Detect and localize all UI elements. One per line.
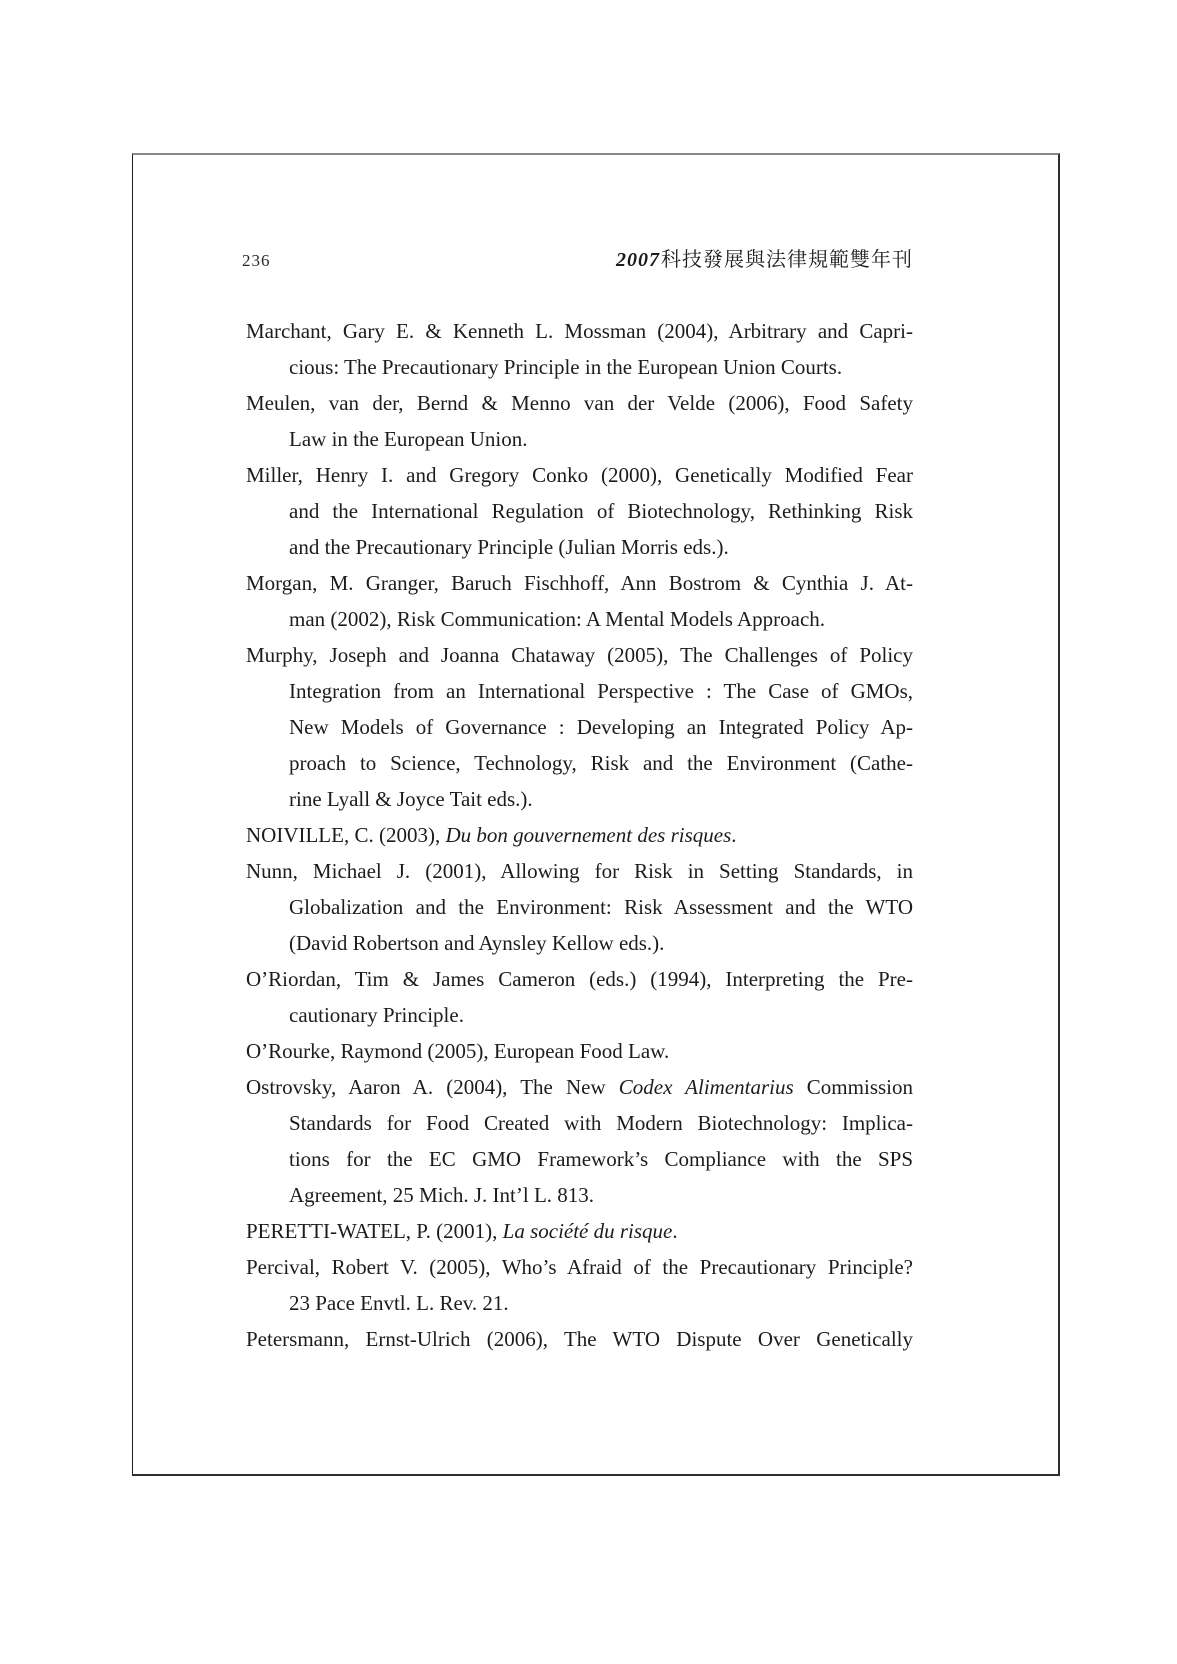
text-segment: (David Robertson and Aynsley Kellow eds.). — [289, 931, 665, 955]
text-segment: Commission — [793, 1075, 913, 1099]
text-segment: proach to Science, Technology, Risk and the Environment (Cathe- — [289, 751, 913, 775]
reference-line — [246, 1249, 913, 1285]
text-segment: man (2002), Risk Communication: A Mental Models Approach. — [289, 607, 826, 631]
reference-line — [246, 457, 913, 493]
reference-list — [246, 313, 913, 1357]
reference-line — [289, 997, 913, 1033]
reference-entry — [246, 1069, 913, 1213]
reference-line — [289, 1177, 913, 1213]
reference-line — [289, 1105, 913, 1141]
reference-entry — [246, 1033, 913, 1069]
reference-line — [246, 313, 913, 349]
journal-year: 2007 — [616, 249, 660, 271]
text-segment: NOIVILLE, C. (2003), — [246, 823, 446, 847]
reference-line — [246, 817, 913, 853]
text-segment: cious: The Precautionary Principle in the European Union Courts. — [289, 355, 843, 379]
text-segment: and the International Regulation of Biotechnology, Rethinking Risk — [289, 499, 913, 523]
reference-line — [289, 349, 913, 385]
reference-line — [289, 493, 913, 529]
italic-title-segment: Codex Alimentarius — [618, 1075, 794, 1099]
reference-line — [289, 709, 913, 745]
text-segment: 23 Pace Envtl. L. Rev. 21. — [289, 1291, 509, 1315]
reference-line — [289, 889, 913, 925]
text-segment: Marchant, Gary E. & Kenneth L. Mossman (2004), Arbitrary and Capri- — [246, 319, 913, 343]
reference-line — [289, 673, 913, 709]
reference-line — [246, 385, 913, 421]
reference-line — [289, 781, 913, 817]
text-segment: Petersmann, Ernst-Ulrich (2006), The WTO Dispute Over Genetically — [246, 1327, 913, 1351]
reference-line — [289, 1285, 913, 1321]
reference-line — [246, 1033, 913, 1069]
reference-entry — [246, 853, 913, 961]
reference-line — [246, 1321, 913, 1357]
text-segment: New Models of Governance : Developing an Integrated Policy Ap- — [289, 715, 913, 739]
reference-line — [246, 637, 913, 673]
reference-entry — [246, 385, 913, 457]
reference-entry — [246, 1321, 913, 1357]
page-number: 236 — [242, 251, 271, 270]
text-segment: Law in the European Union. — [289, 427, 528, 451]
reference-entry — [246, 1249, 913, 1321]
text-segment: Globalization and the Environment: Risk Assessment and the WTO — [289, 895, 913, 919]
text-segment: Meulen, van der, Bernd & Menno van der Velde (2006), Food Safety — [246, 391, 913, 415]
text-segment: Percival, Robert V. (2005), Who’s Afraid of the Precautionary Principle? — [246, 1255, 913, 1279]
reference-line — [289, 925, 913, 961]
text-segment: O’Riordan, Tim & James Cameron (eds.) (1994), Interpreting the Pre- — [246, 967, 913, 991]
text-segment: . — [731, 823, 737, 847]
text-segment: Ostrovsky, Aaron A. (2004), The New — [246, 1075, 619, 1099]
text-segment: Miller, Henry I. and Gregory Conko (2000), Genetically Modified Fear — [246, 463, 913, 487]
text-segment: Nunn, Michael J. (2001), Allowing for Risk in Setting Standards, in — [246, 859, 913, 883]
reference-line — [289, 1141, 913, 1177]
text-segment: Standards for Food Created with Modern Biotechnology: Implica- — [289, 1111, 913, 1135]
text-segment: rine Lyall & Joyce Tait eds.). — [289, 787, 533, 811]
journal-title-text: 科技發展與法律規範雙年刊 — [661, 249, 913, 271]
reference-entry — [246, 637, 913, 817]
text-segment: tions for the EC GMO Framework’s Compliance with the SPS — [289, 1147, 913, 1171]
page-border-frame — [132, 153, 1060, 1476]
reference-line — [289, 601, 913, 637]
reference-line — [246, 565, 913, 601]
reference-line — [289, 421, 913, 457]
reference-line — [246, 961, 913, 997]
text-segment: PERETTI-WATEL, P. (2001), — [246, 1219, 503, 1243]
text-segment: O’Rourke, Raymond (2005), European Food Law. — [246, 1039, 670, 1063]
page-header — [242, 243, 913, 272]
reference-entry — [246, 457, 913, 565]
text-segment: Agreement, 25 Mich. J. Int’l L. 813. — [289, 1183, 595, 1207]
text-segment: Morgan, M. Granger, Baruch Fischhoff, Ann Bostrom & Cynthia J. At- — [246, 571, 913, 595]
journal-title — [616, 243, 913, 272]
text-segment: and the Precautionary Principle (Julian Morris eds.). — [289, 535, 729, 559]
italic-title-segment: La société du risque — [502, 1219, 673, 1243]
text-segment: . — [672, 1219, 678, 1243]
reference-line — [246, 1213, 913, 1249]
reference-entry — [246, 565, 913, 637]
reference-entry — [246, 817, 913, 853]
reference-entry — [246, 1213, 913, 1249]
reference-line — [246, 1069, 913, 1105]
text-segment: Murphy, Joseph and Joanna Chataway (2005), The Challenges of Policy — [246, 643, 913, 667]
reference-line — [246, 853, 913, 889]
text-segment: cautionary Principle. — [289, 1003, 464, 1027]
italic-title-segment: Du bon gouvernement des risques — [445, 823, 732, 847]
text-segment: Integration from an International Perspective : The Case of GMOs, — [289, 679, 913, 703]
reference-entry — [246, 961, 913, 1033]
reference-entry — [246, 313, 913, 385]
reference-line — [289, 745, 913, 781]
reference-line — [289, 529, 913, 565]
